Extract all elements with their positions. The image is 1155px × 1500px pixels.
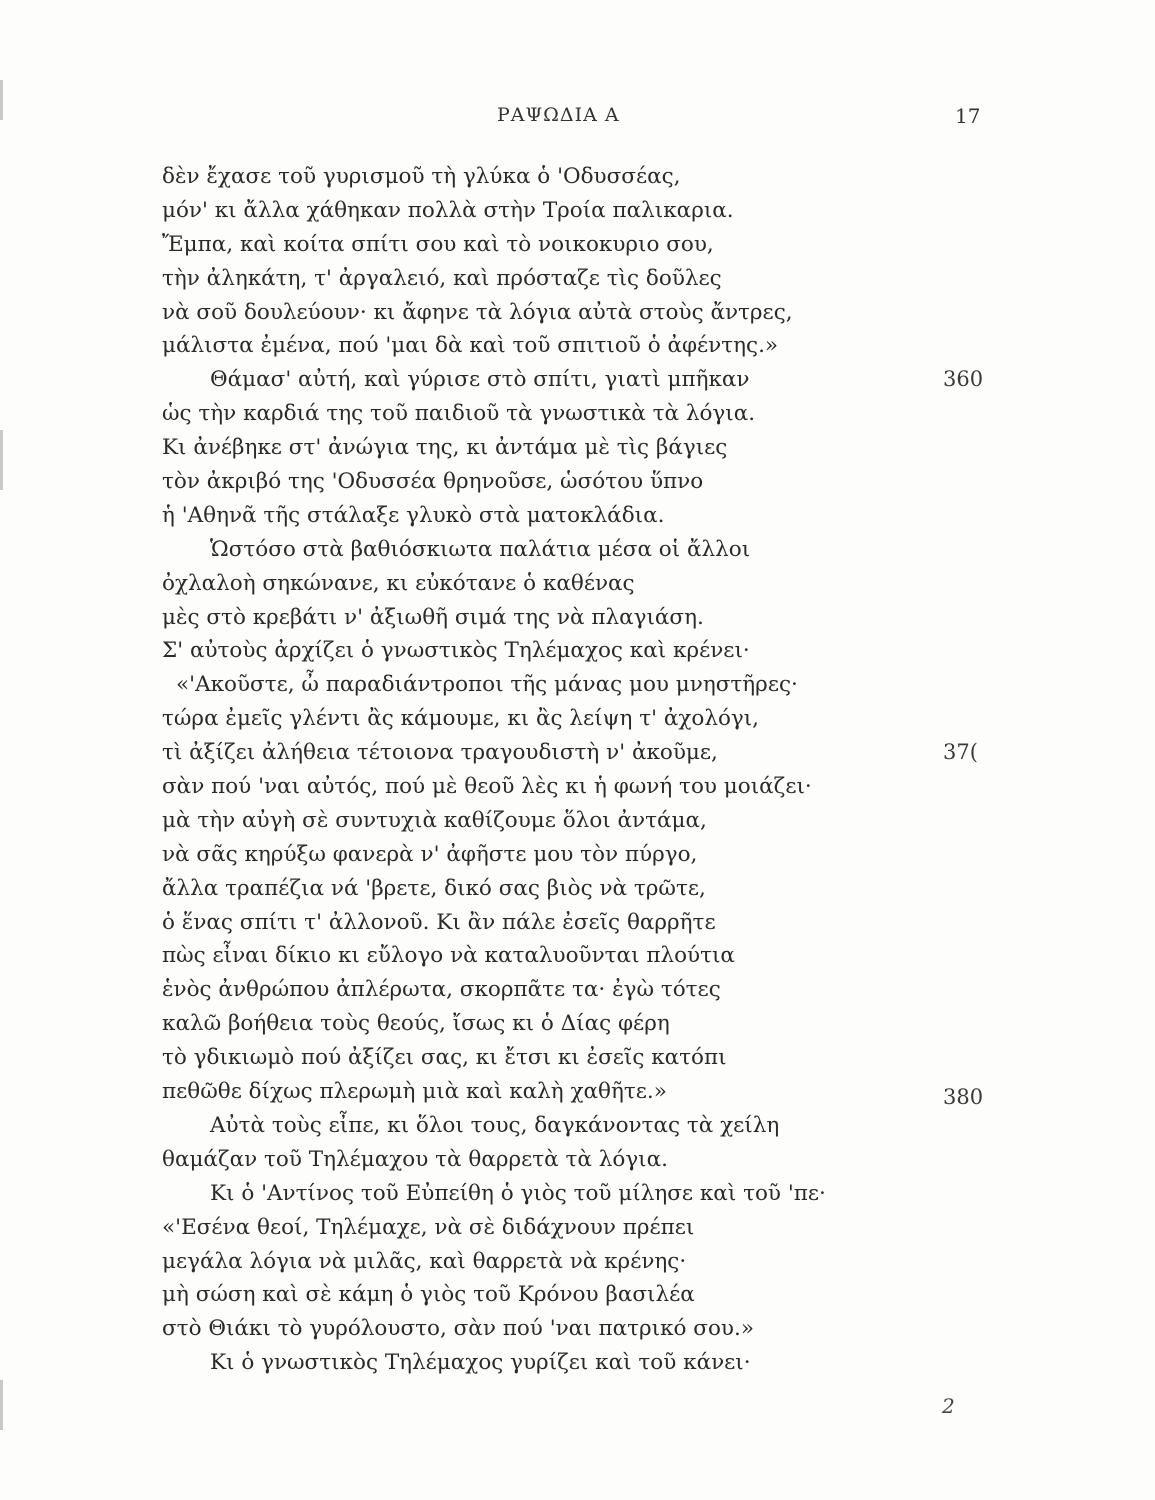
verse-line: Θάμασ' αὐτή, καὶ γύρισε στὸ σπίτι, γιατὶ μπῆκαν — [210, 367, 750, 393]
verse-line: ἑνὸς ἀνθρώπου ἀπλέρωτα, σκορπᾶτε τα· ἐγὼ τότες — [162, 977, 721, 1003]
line-number-360: 360 — [943, 367, 984, 391]
verse-line: δὲν ἔχασε τοῦ γυρισμοῦ τὴ γλύκα ὁ 'Οδυσσέας, — [162, 164, 681, 189]
verse-line: μὴ σώση καὶ σὲ κάμη ὁ γιὸς τοῦ Κρόνου βασιλέα — [162, 1282, 695, 1308]
page-edge-shadow — [0, 80, 3, 120]
verse-line: Αὐτὰ τοὺς εἶπε, κι ὅλοι τους, δαγκάνοντας τὰ χείλη — [210, 1112, 780, 1138]
verse-line: «'Ακοῦστε, ὦ παραδιάντροποι τῆς μάνας μου μνηστῆρες· — [176, 672, 798, 698]
verse-line: τὶ ἀξίζει ἀλήθεια τέτοιονα τραγουδιστὴ ν' ἀκοῦμε, — [162, 740, 718, 766]
verse-line: στὸ Θιάκι τὸ γυρόλουστο, σὰν πού 'ναι πατρικό σου.» — [162, 1316, 754, 1342]
verse-line: μάλιστα ἐμένα, πού 'μαι δὰ καὶ τοῦ σπιτιοῦ ὁ ἀφέντης.» — [162, 333, 779, 359]
chapter-title: ΡΑΨΩΔΙΑ Α — [497, 104, 620, 126]
page-edge-shadow — [0, 430, 3, 490]
verse-line: μὰ τὴν αὐγὴ σὲ συντυχιὰ καθίζουμε ὅλοι ἀντάμα, — [162, 807, 707, 833]
verse-line: ἡ 'Αθηνᾶ τῆς στάλαξε γλυκὸ στὰ ματοκλάδια. — [162, 502, 665, 528]
verse-line: τὸν ἀκριβό της 'Οδυσσέα θρηνοῦσε, ὡσότου ὕπνο — [162, 469, 704, 495]
verse-line: πεθῶθε δίχως πλερωμὴ μιὰ καὶ καλὴ χαθῆτε.» — [162, 1079, 667, 1105]
verse-line: «'Εσένα θεοί, Τηλέμαχε, νὰ σὲ διδάχνουν πρέπει — [162, 1214, 695, 1240]
verse-line: πὼς εἶναι δίκιο κι εὔλογο νὰ καταλυοῦνται πλούτια — [162, 943, 735, 969]
verse-line: τώρα ἐμεῖς γλέντι ἂς κάμουμε, κι ἂς λείψη τ' ἀχολόγι, — [162, 706, 760, 732]
running-head — [0, 104, 1155, 134]
verse-line: Κι ἀνέβηκε στ' ἀνώγια της, κι ἀντάμα μὲ τὶς βάγιες — [162, 435, 728, 461]
verse-line: θαμάζαν τοῦ Τηλέμαχου τὰ θαρρετὰ τὰ λόγια. — [162, 1146, 668, 1172]
verse-line: μεγάλα λόγια νὰ μιλᾶς, καὶ θαρρετὰ νὰ κρένης· — [162, 1248, 687, 1274]
verse-line: Ὡστόσο στὰ βαθιόσκιωτα παλάτια μέσα οἱ ἄλλοι — [210, 536, 751, 562]
signature-mark: 2 — [942, 1394, 955, 1418]
verse-line: Κι ὁ 'Αντίνος τοῦ Εὐπείθη ὁ γιὸς τοῦ μίλησε καὶ τοῦ 'πε· — [210, 1180, 826, 1206]
line-number-380: 380 — [943, 1085, 984, 1109]
verse-line: σὰν πού 'ναι αὐτός, πού μὲ θεοῦ λὲς κι ἡ φωνή του μοιάζει· — [162, 774, 812, 800]
verse-block — [162, 160, 942, 1380]
page-edge-shadow — [0, 1380, 3, 1430]
verse-line: τὸ γδικιωμὸ πού ἀξίζει σας, κι ἔτσι κι ἐσεῖς κατόπι — [162, 1045, 727, 1071]
verse-line: μόν' κι ἄλλα χάθηκαν πολλὰ στὴν Τροία παλικαρια. — [162, 197, 734, 223]
verse-line: ὡς τὴν καρδιά της τοῦ παιδιοῦ τὰ γνωστικὰ τὰ λόγια. — [162, 401, 756, 427]
verse-line: Ἔμπα, καὶ κοίτα σπίτι σου καὶ τὸ νοικοκυριο σου, — [162, 231, 714, 257]
verse-line: ὁ ἕνας σπίτι τ' ἀλλονοῦ. Κι ἂν πάλε ἐσεῖς θαρρῆτε — [162, 909, 716, 935]
verse-line: νὰ σοῦ δουλεύουν· κι ἄφηνε τὰ λόγια αὐτὰ στοὺς ἄντρες, — [162, 299, 793, 325]
verse-line: Κι ὁ γνωστικὸς Τηλέμαχος γυρίζει καὶ τοῦ κάνει· — [210, 1350, 751, 1376]
page-number: 17 — [955, 104, 981, 128]
verse-line: μὲς στὸ κρεβάτι ν' ἀξιωθῆ σιμά της νὰ πλαγιάση. — [162, 604, 704, 630]
verse-line: ἄλλα τραπέζια νά 'βρετε, δικό σας βιὸς νὰ τρῶτε, — [162, 875, 706, 901]
line-number-370: 37( — [943, 740, 978, 764]
verse-line: καλῶ βοήθεια τοὺς θεούς, ἴσως κι ὁ Δίας φέρη — [162, 1011, 670, 1037]
verse-line: Σ' αὐτοὺς ἀρχίζει ὁ γνωστικὸς Τηλέμαχος καὶ κρένει· — [162, 638, 750, 664]
verse-line: τὴν ἀληκάτη, τ' ἀργαλειό, καὶ πρόσταζε τὶς δοῦλες — [162, 265, 722, 291]
verse-line: νὰ σᾶς κηρύξω φανερὰ ν' ἀφῆστε μου τὸν πύργο, — [162, 841, 698, 867]
verse-line: ὀχλαλοὴ σηκώνανε, κι εὐκότανε ὁ καθένας — [162, 570, 635, 596]
